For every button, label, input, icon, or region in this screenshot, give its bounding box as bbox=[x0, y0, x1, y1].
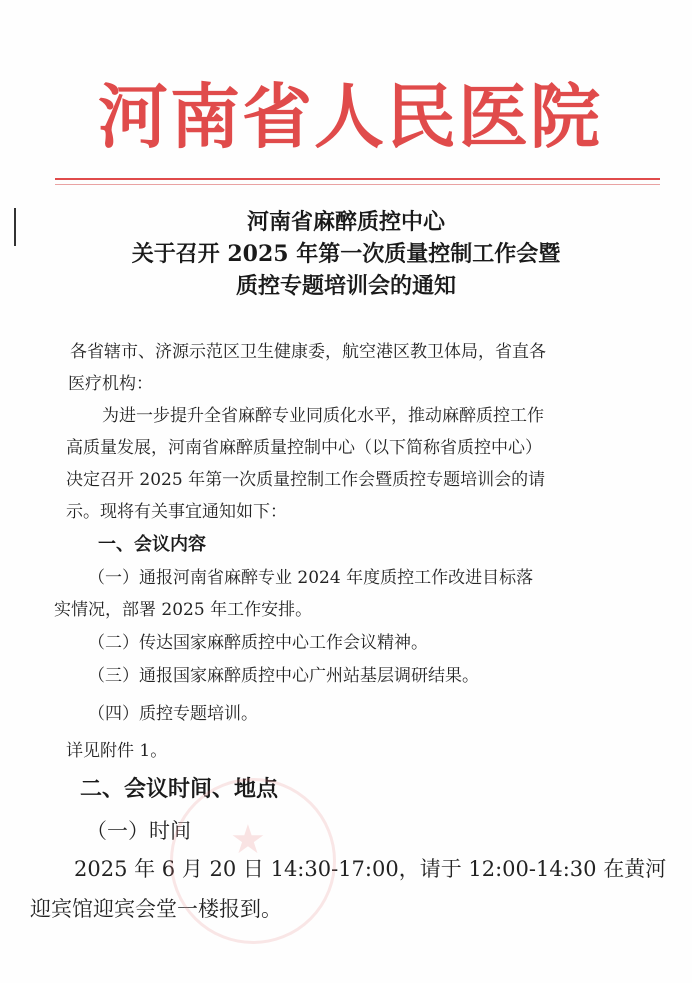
title-line-1: 河南省麻醉质控中心 bbox=[246, 209, 445, 235]
paragraph-1-line-4: 示。现将有关事宜通知如下： bbox=[66, 502, 287, 522]
margin-mark bbox=[14, 208, 16, 246]
title-line-2: 关于召开 2025 年第一次质量控制工作会暨 bbox=[131, 241, 561, 267]
time-line-2: 迎宾馆迎宾会堂一楼报到。 bbox=[30, 897, 282, 921]
star-icon: ★ bbox=[230, 817, 266, 863]
masthead-rule bbox=[55, 178, 660, 180]
item-3: （三）通报国家麻醉质控中心广州站基层调研结果。 bbox=[88, 666, 479, 686]
notice-title bbox=[20, 206, 672, 302]
paragraph-1-line-3: 决定召开 2025 年第一次质量控制工作会暨质控专题培训会的请 bbox=[66, 470, 546, 490]
masthead-rule-thin bbox=[55, 184, 660, 185]
institution-masthead: 河南省人民医院 bbox=[98, 75, 602, 158]
section-2-heading: 二、会议时间、地点 bbox=[80, 777, 279, 802]
item-1-line-1: （一）通报河南省麻醉专业 2024 年度质控工作改进目标落 bbox=[88, 568, 534, 588]
time-line-1: 2025 年 6 月 20 日 14:30-17:00，请于 12:00-14:30 在黄河 bbox=[74, 857, 667, 881]
addressee-line-2: 医疗机构： bbox=[68, 374, 153, 394]
item-1-line-2: 实情况，部署 2025 年工作安排。 bbox=[54, 600, 313, 620]
section-1-heading: 一、会议内容 bbox=[98, 534, 206, 555]
item-2: （二）传达国家麻醉质控中心工作会议精神。 bbox=[88, 633, 428, 653]
paragraph-1-line-2: 高质量发展，河南省麻醉质量控制中心（以下简称省质控中心） bbox=[66, 438, 542, 458]
attachment-note: 详见附件 1。 bbox=[66, 741, 168, 761]
paragraph-1-line-1: 为进一步提升全省麻醉专业同质化水平，推动麻醉质控工作 bbox=[102, 406, 544, 426]
addressee-line-1: 各省辖市、济源示范区卫生健康委，航空港区教卫体局，省直各 bbox=[70, 342, 546, 362]
item-4: （四）质控专题培训。 bbox=[88, 704, 258, 724]
sub-1-heading: （一）时间 bbox=[86, 819, 191, 843]
title-line-3: 质控专题培训会的通知 bbox=[235, 273, 456, 299]
